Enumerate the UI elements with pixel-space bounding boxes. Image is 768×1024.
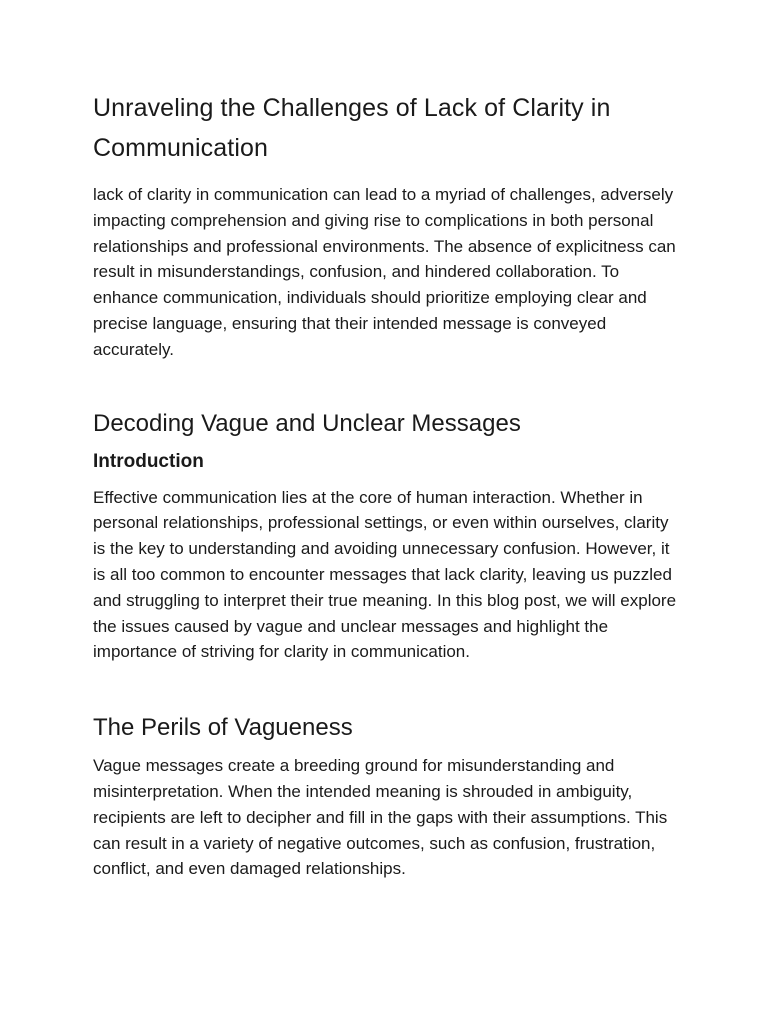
page-title: Unraveling the Challenges of Lack of Clarity in Communication (93, 94, 611, 162)
section-spacer (93, 363, 681, 409)
section-spacer (93, 665, 681, 713)
section-heading-decoding: Decoding Vague and Unclear Messages (93, 409, 521, 437)
document-page (93, 88, 681, 882)
section-heading-perils: The Perils of Vagueness (93, 714, 353, 742)
paragraph-perils: Vague messages create a breeding ground for misunderstanding and misinterpretation. When the intended meaning is shrouded in ambiguity, recipients are left to decipher and fill in the gaps with their assumptions. This can result in a variety of negative outcomes, such as confusion, frustration, conflict, and even damaged relationships. (93, 756, 668, 879)
paragraph-decoding: Effective communication lies at the core of human interaction. Whether in personal relationships, professional settings, or even within ourselves, clarity is the key to understanding and avoiding unnecessary confusion. However, it is all too common to encounter messages that lack clarity, leaving us puzzled and struggling to interpret their true meaning. In this blog post, we will explore the issues caused by vague and unclear messages and highlight the importance of striving for clarity in communication. (93, 487, 677, 662)
subheading-introduction: Introduction (93, 450, 204, 472)
intro-paragraph: lack of clarity in communication can lead to a myriad of challenges, adversely impacting comprehension and giving rise to complications in both personal relationships and professional environments. The absence of explicitness can result in misunderstandings, confusion, and hindered collaboration. To enhance communication, individuals should prioritize employing clear and precise language, ensuring that their intended message is conveyed accurately. (93, 185, 676, 359)
